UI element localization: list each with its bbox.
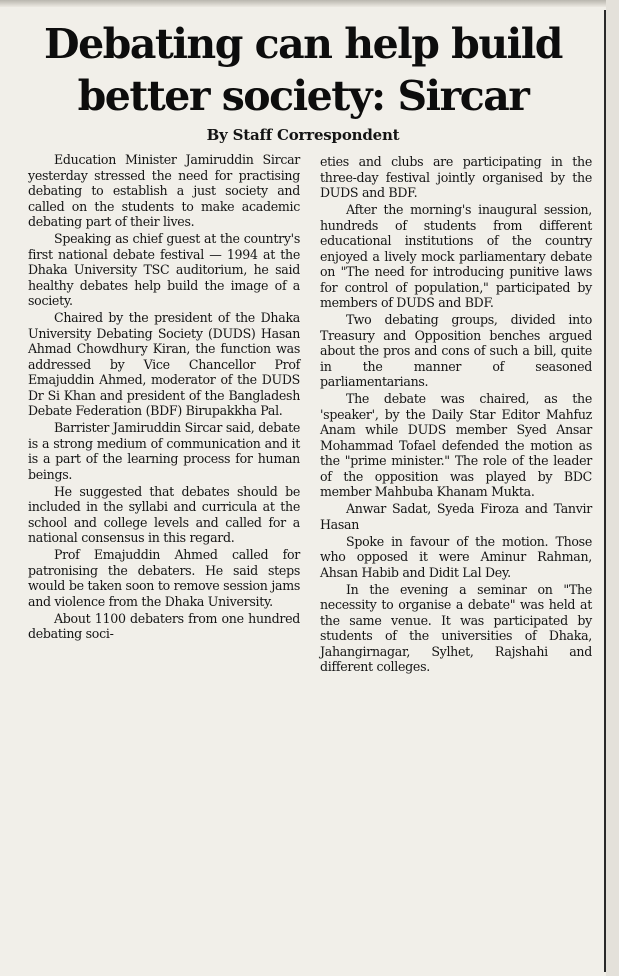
adjacent-column-strip — [606, 0, 619, 976]
paragraph: Speaking as chief guest at the country's first national debate festival — 1994 at the Dhaka University TSC auditorium, he said healthy debates help build the image of a society. — [28, 231, 300, 308]
paragraph: Prof Emajuddin Ahmed called for patronising the debaters. He said steps would be taken soon to remove session jams and violence from the Dhaka University. — [28, 547, 300, 609]
paragraph: Barrister Jamiruddin Sircar said, debate is a strong medium of communication and it is a part of the learning process for human beings. — [28, 420, 300, 482]
paragraph: Spoke in favour of the motion. Those who opposed it were Aminur Rahman, Ahsan Habib and Didit Lal Dey. — [320, 533, 592, 580]
column-rule — [604, 10, 606, 972]
article-column-left — [28, 152, 300, 643]
paragraph: Anwar Sadat, Syeda Firoza and Tanvir Hasan — [320, 501, 592, 532]
headline: Debating can help build better society: Sircar — [44, 20, 562, 120]
paragraph: In the evening a seminar on "The necessity to organise a debate" was held at the same venue. It was participated by students of the universities of Dhaka, Jahangirnagar, Sylhet, Rajshahi and different colleges. — [320, 581, 592, 674]
paragraph: Chaired by the president of the Dhaka University Debating Society (DUDS) Hasan Ahmad Chowdhury Kiran, the function was addressed by Vice Chancellor Prof Emajuddin Ahmed, moderator of the DUDS Dr Si Khan and president of the Bangladesh Debate Federation (BDF) Birupakkha Pal. — [28, 310, 300, 418]
paragraph: Education Minister Jamiruddin Sircar yesterday stressed the need for practising debating to establish a just society and called on the students to make academic debating part of their lives. — [28, 152, 300, 229]
paragraph: After the morning's inaugural session, hundreds of students from different educational institutions of the country enjoyed a lively mock parliamentary debate on "The need for introducing punitive laws for control of population," participated by members of DUDS and BDF. — [320, 202, 592, 310]
paragraph: The debate was chaired, as the 'speaker', by the Daily Star Editor Mahfuz Anam while DUDS member Syed Ansar Mohammad Tofael defended the motion as the "prime minister." The role of the leader of the opposition was played by BDC member Mahbuba Khanam Mukta. — [320, 391, 592, 499]
byline: By Staff Correspondent — [206, 126, 400, 144]
scan-top-edge — [0, 0, 619, 7]
paragraph: He suggested that debates should be included in the syllabi and curricula at the school and college levels and called for a national consensus in this regard. — [28, 483, 300, 545]
article-column-right — [320, 154, 592, 676]
paragraph: eties and clubs are participating in the three-day festival jointly organised by the DUDS and BDF. — [320, 154, 592, 200]
paragraph: Two debating groups, divided into Treasury and Opposition benches argued about the pros and cons of such a bill, quite in the manner of seasoned parliamentarians. — [320, 312, 592, 389]
paragraph: About 1100 debaters from one hundred debating soci- — [28, 610, 300, 641]
